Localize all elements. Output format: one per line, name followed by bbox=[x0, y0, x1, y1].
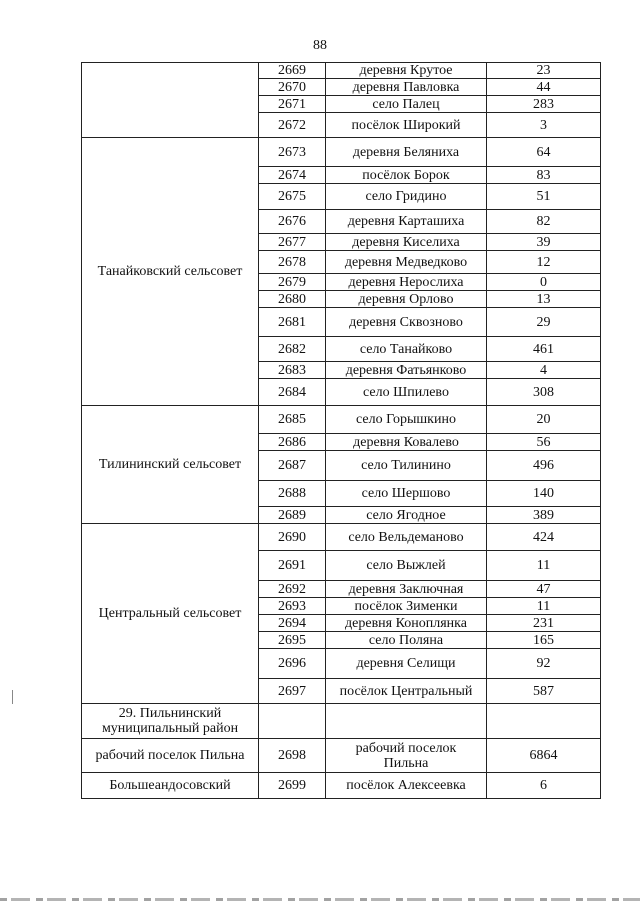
settlement-name: деревня Сквозново bbox=[326, 308, 487, 337]
settlement-name: село Танайково bbox=[326, 337, 487, 362]
district-header-row bbox=[82, 704, 601, 739]
table-row bbox=[82, 138, 601, 167]
population-value: 47 bbox=[487, 581, 601, 598]
population-value: 587 bbox=[487, 679, 601, 704]
row-number: 2671 bbox=[259, 96, 326, 113]
settlement-name: село Шпилево bbox=[326, 379, 487, 406]
row-number: 2683 bbox=[259, 362, 326, 379]
district-name-line1: 29. Пильнинский bbox=[118, 706, 222, 721]
settlement-name: деревня Беляниха bbox=[326, 138, 487, 167]
population-value: 496 bbox=[487, 451, 601, 481]
scan-margin-mark bbox=[12, 690, 13, 704]
population-value: 11 bbox=[487, 598, 601, 615]
population-value: 231 bbox=[487, 615, 601, 632]
row-number: 2676 bbox=[259, 210, 326, 234]
row-number: 2698 bbox=[259, 739, 326, 773]
row-number: 2673 bbox=[259, 138, 326, 167]
row-number: 2690 bbox=[259, 524, 326, 551]
row-number: 2674 bbox=[259, 167, 326, 184]
row-number: 2691 bbox=[259, 551, 326, 581]
row-number: 2687 bbox=[259, 451, 326, 481]
settlement-name: село Выжлей bbox=[326, 551, 487, 581]
population-value: 308 bbox=[487, 379, 601, 406]
group-name-cell: Танайковский сельсовет bbox=[82, 138, 259, 406]
row-number: 2692 bbox=[259, 581, 326, 598]
population-value: 461 bbox=[487, 337, 601, 362]
population-value: 283 bbox=[487, 96, 601, 113]
group-name-cell bbox=[82, 63, 259, 138]
settlement-name: деревня Селищи bbox=[326, 649, 487, 679]
population-value: 389 bbox=[487, 507, 601, 524]
population-value: 64 bbox=[487, 138, 601, 167]
row-number: 2697 bbox=[259, 679, 326, 704]
settlement-name: село Поляна bbox=[326, 632, 487, 649]
settlement-name: посёлок Широкий bbox=[326, 113, 487, 138]
population-value: 51 bbox=[487, 184, 601, 210]
settlement-name: село Вельдеманово bbox=[326, 524, 487, 551]
row-number: 2677 bbox=[259, 234, 326, 251]
group-name-cell: Тилининский сельсовет bbox=[82, 406, 259, 524]
settlement-name: деревня Киселиха bbox=[326, 234, 487, 251]
row-number: 2695 bbox=[259, 632, 326, 649]
settlement-name: деревня Медведково bbox=[326, 251, 487, 274]
empty-cell bbox=[487, 704, 601, 739]
table-body bbox=[82, 63, 601, 799]
population-value: 3 bbox=[487, 113, 601, 138]
population-value: 92 bbox=[487, 649, 601, 679]
row-number: 2669 bbox=[259, 63, 326, 79]
group-name-cell: Центральный сельсовет bbox=[82, 524, 259, 704]
population-value: 4 bbox=[487, 362, 601, 379]
page-number: 88 bbox=[313, 38, 327, 53]
row-number: 2681 bbox=[259, 308, 326, 337]
population-value: 0 bbox=[487, 274, 601, 291]
settlement-name: деревня Ковалево bbox=[326, 434, 487, 451]
settlement-name: деревня Заключная bbox=[326, 581, 487, 598]
group-name-cell: рабочий поселок Пильна bbox=[82, 739, 259, 773]
settlement-name: посёлок Алексеевка bbox=[326, 773, 487, 799]
row-number: 2699 bbox=[259, 773, 326, 799]
table-row bbox=[82, 739, 601, 773]
row-number: 2696 bbox=[259, 649, 326, 679]
population-value: 13 bbox=[487, 291, 601, 308]
empty-cell bbox=[326, 704, 487, 739]
table-row bbox=[82, 773, 601, 799]
population-value: 12 bbox=[487, 251, 601, 274]
population-value: 82 bbox=[487, 210, 601, 234]
settlements-table bbox=[81, 62, 601, 799]
district-name-cell bbox=[82, 704, 259, 739]
settlement-name: посёлок Борок bbox=[326, 167, 487, 184]
population-value: 140 bbox=[487, 481, 601, 507]
settlement-name: посёлок Центральный bbox=[326, 679, 487, 704]
settlement-name: село Гридино bbox=[326, 184, 487, 210]
settlement-name: село Ягодное bbox=[326, 507, 487, 524]
population-value: 11 bbox=[487, 551, 601, 581]
row-number: 2689 bbox=[259, 507, 326, 524]
population-value: 165 bbox=[487, 632, 601, 649]
row-number: 2694 bbox=[259, 615, 326, 632]
row-number: 2672 bbox=[259, 113, 326, 138]
settlement-name: рабочий поселок Пильна bbox=[326, 739, 487, 773]
row-number: 2684 bbox=[259, 379, 326, 406]
settlement-name: деревня Карташиха bbox=[326, 210, 487, 234]
row-number: 2670 bbox=[259, 79, 326, 96]
settlement-name: село Палец bbox=[326, 96, 487, 113]
group-name-cell: Большеандосовский bbox=[82, 773, 259, 799]
table-row bbox=[82, 524, 601, 551]
settlement-name: деревня Коноплянка bbox=[326, 615, 487, 632]
row-number: 2693 bbox=[259, 598, 326, 615]
row-number: 2688 bbox=[259, 481, 326, 507]
row-number: 2685 bbox=[259, 406, 326, 434]
settlement-name: деревня Крутое bbox=[326, 63, 487, 79]
table-row bbox=[82, 406, 601, 434]
row-number: 2679 bbox=[259, 274, 326, 291]
population-value: 23 bbox=[487, 63, 601, 79]
table-row bbox=[82, 63, 601, 79]
row-number: 2675 bbox=[259, 184, 326, 210]
scan-artifact-line bbox=[0, 898, 640, 901]
settlement-name: деревня Орлово bbox=[326, 291, 487, 308]
population-value: 56 bbox=[487, 434, 601, 451]
settlement-name: село Шершово bbox=[326, 481, 487, 507]
settlement-name: село Горышкино bbox=[326, 406, 487, 434]
row-number: 2686 bbox=[259, 434, 326, 451]
population-value: 44 bbox=[487, 79, 601, 96]
settlement-name: деревня Павловка bbox=[326, 79, 487, 96]
population-value: 39 bbox=[487, 234, 601, 251]
empty-cell bbox=[259, 704, 326, 739]
district-name-line2: муниципальный район bbox=[101, 721, 239, 736]
settlement-name: деревня Нерослиха bbox=[326, 274, 487, 291]
settlement-name: деревня Фатьянково bbox=[326, 362, 487, 379]
population-value: 6864 bbox=[487, 739, 601, 773]
settlement-name: село Тилинино bbox=[326, 451, 487, 481]
row-number: 2678 bbox=[259, 251, 326, 274]
population-value: 29 bbox=[487, 308, 601, 337]
population-value: 83 bbox=[487, 167, 601, 184]
population-value: 20 bbox=[487, 406, 601, 434]
row-number: 2680 bbox=[259, 291, 326, 308]
settlement-name: посёлок Зименки bbox=[326, 598, 487, 615]
population-value: 6 bbox=[487, 773, 601, 799]
population-value: 424 bbox=[487, 524, 601, 551]
row-number: 2682 bbox=[259, 337, 326, 362]
